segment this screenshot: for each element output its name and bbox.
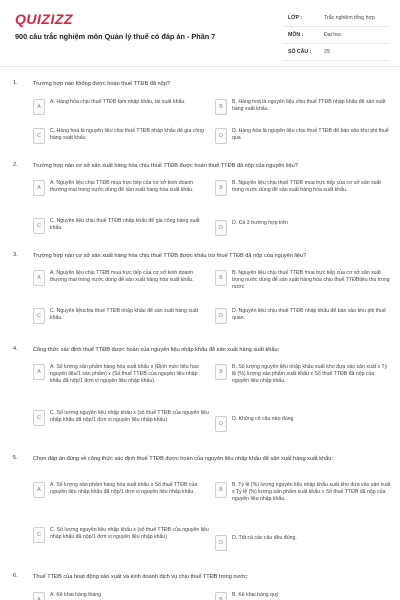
option-letter: C (33, 410, 45, 426)
option-text: B. Kê khai hàng quý (232, 592, 279, 598)
option-letter: A (33, 592, 45, 600)
option-letter: D (215, 535, 227, 551)
quizizz-logo[interactable]: QUIZIZZ (15, 11, 73, 27)
question-text: Thuế TTĐB của hoạt động sản xuất và kinh doanh dịch vụ chịu thuế TTĐB trong nước: (33, 574, 249, 580)
question-number: 4. (13, 346, 18, 352)
question-text: Công thức xác định thuế TTĐB được hoàn của nguyên liệu nhập khẩu để sản xuất hàng xuất khẩu: (33, 347, 280, 353)
option-letter: A (33, 270, 45, 286)
option-text: C. Nguyên liệu chịu thuế TTĐB nhập khẩu để gia công hàng xuất khẩu. (50, 218, 200, 231)
option-text: A. Số lượng sản phẩm hàng hóa xuất khẩu x Số thuế TTĐB của nguyên liệu nhập khẩu đã nộp/1 đơn vị nguyên liệu nhập khẩu. (50, 482, 198, 495)
meta-row-subject (284, 27, 390, 44)
option-text: A. Nguyên liệu chịu TTĐB mua trực tiếp của cơ sở kinh doanh thương mại trong nước dùng để sản xuất hàng hóa xuất khẩu. (50, 270, 194, 283)
question-number: 1. (13, 80, 18, 86)
meta-value: Đại học (324, 32, 342, 38)
option-text: B. Nguyên liệu chịu thuế TTĐB mua trực tiếp của cơ sở sản xuất trong nước dùng để sản xuất hàng hóa xuất khẩu. (232, 180, 381, 193)
option-text: A. Số lượng sản phẩm hàng hóa xuất khẩu x (Định mức tiêu hao nguyên liệu/1 sản phẩm) x (Số thuế TTĐB của nguyên liệu nhập khẩu đã nộp/1 đơn vị nguyên liệu nhập khẩu). (50, 364, 199, 384)
option-text: D. Cả 3 trường hợp trên (232, 220, 288, 226)
option-letter: B (215, 99, 227, 115)
meta-value: 29 (324, 49, 330, 55)
option-text: D. Nguyên liệu chịu thuế TTĐB nhập khẩu để bán vào khu phi thuế quan. (232, 308, 386, 321)
option-text: B. Nguyên liệu chịu thuế TTĐB mua trực tiếp của cơ sở sản xuất trong nước dùng để sản xuất hàng hóa chịu thuế TTĐBtiêu thụ trong nước (232, 270, 390, 290)
option-text: B. Hàng hoá là nguyên liệu chịu thuế TTĐB nhập khẩu để sản xuất hàng xuất khẩu. (232, 99, 386, 112)
option-letter: B (215, 592, 227, 600)
option-text: C. Số lượng nguyên liệu nhập khẩu x (số thuế TTĐB của nguyên liệu nhập khẩu đã nộp/1 đơn vị nguyên liệu nhập khẩu) (50, 410, 209, 423)
option-letter: D (215, 308, 227, 324)
meta-key: LỚP : (288, 15, 303, 21)
option-letter: C (33, 527, 45, 543)
option-letter: B (215, 180, 227, 196)
question-text: Trường hợp nào cơ sở sản xuất hàng hóa chịu thuế TTĐB được hoàn thuế TTĐB đã nộp của nguyên liệu? (33, 163, 298, 169)
question-text: Trường hợp nào cơ sở sản xuất hàng hóa chịu thuế TTĐB được khấu trừ thuế TTĐB đã nộp của nguyên liệu? (33, 253, 307, 259)
option-letter: A (33, 364, 45, 380)
option-letter: B (215, 364, 227, 380)
meta-key: SỐ CÂU : (288, 49, 312, 55)
meta-row-count (284, 44, 390, 61)
option-letter: A (33, 180, 45, 196)
option-letter: B (215, 270, 227, 286)
option-letter: C (33, 128, 45, 144)
meta-table (284, 10, 390, 61)
option-text: D. Tất cả các câu đều đúng. (232, 535, 297, 541)
meta-key: MÔN : (288, 32, 304, 38)
option-letter: C (33, 308, 45, 324)
option-text: C. Số lượng nguyên liệu nhập khẩu x (số thuế TTĐB của nguyên liệu nhập khẩu đã nộp/1 đơn vị nguyên liệu nhập khẩu) (50, 527, 209, 540)
option-text: B. Số lượng nguyên liệu nhập khẩu xuất kho đưa vào sản xuất x Tỷ lệ (%) lượng sản phẩm xuất khẩu x Số thuế TTĐB đã nộp của nguyên liệu nhập khẩu. (232, 364, 388, 384)
option-text: A. Kê khai hàng tháng (50, 592, 102, 598)
meta-row-class (284, 10, 390, 27)
option-letter: D (215, 416, 227, 432)
option-letter: B (215, 482, 227, 498)
question-number: 6. (13, 573, 18, 579)
meta-value: Trắc nghiệm tổng hợp (324, 15, 375, 21)
option-text: C. Hàng hoá là nguyên liệu chịu thuế TTĐB nhập khẩu để gia công hàng xuất khẩu (50, 128, 204, 141)
question-number: 2. (13, 162, 18, 168)
question-text: Chọn đáp án đúng về công thức xác định thuế TTĐB được hoàn của nguyên liệu nhập khẩu để sản xuất hàng xuất khẩu: (33, 456, 333, 462)
option-letter: D (215, 128, 227, 144)
option-text: B. Tỷ lệ (%) lượng nguyên liệu nhập khẩu xuất kho đưa vào sản xuất x Tỷ lệ (%) lượng sản phẩm xuất khẩu x Số thuế TTĐB đã nộp của nguyên liệu nhập khẩu. (232, 482, 391, 502)
option-text: A. Nguyên liệu chịu TTĐB mua trực tiếp của cơ sở kinh doanh thương mại trong nước dùng để sản xuất hàng hóa xuất khẩu. (50, 180, 194, 193)
option-text: D. Không có câu nào đúng (232, 416, 294, 422)
question-text: Trường hợp nào không được hoàn thuế TTĐB đã nộp? (33, 81, 170, 87)
option-text: D. Hàng hóa là nguyên liệu chịu thuế TTĐB để bán vào khu phi thuế qua (232, 128, 389, 141)
question-number: 5. (13, 455, 18, 461)
option-letter: A (33, 99, 45, 115)
option-letter: D (215, 220, 227, 236)
question-number: 3. (13, 252, 18, 258)
option-letter: C (33, 218, 45, 234)
worksheet-title: 900 câu trắc nghiệm môn Quản lý thuế có đáp án - Phần 7 (15, 32, 216, 41)
option-text: A. Hàng hóa chịu thuế TTĐB tạm nhập khẩu, tái xuất khẩu. (50, 99, 186, 105)
option-text: C. Nguyên liệuchịu thuế TTĐB nhập khẩu để sản xuất hàng xuất khẩu. (50, 308, 199, 321)
worksheet-header (0, 0, 400, 67)
option-letter: A (33, 482, 45, 498)
